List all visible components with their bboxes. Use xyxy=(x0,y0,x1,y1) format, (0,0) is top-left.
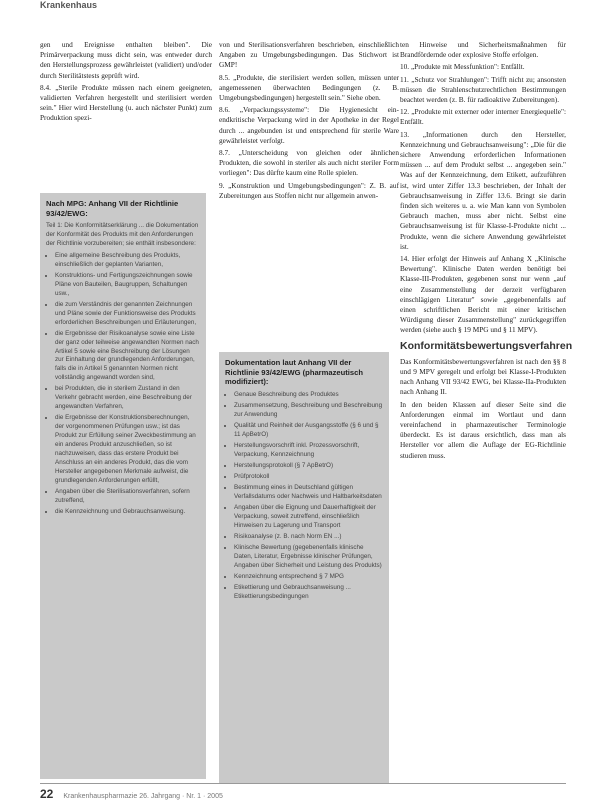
sidebar-box-mpg-anhang-vii xyxy=(40,193,206,779)
list-item: • Kennzeichnung entsprechend § 7 MPG xyxy=(234,573,383,582)
paragraph: 12. „Produkte mit externer oder interner Energiequelle": Entfällt. xyxy=(400,107,566,127)
box-intro: Teil 1: Die Konformitätserklärung ... die Dokumentation der Konformität des Produkts mit den Anforderungen der Richtlinie vorzubereiten; sie enthält insbesondere: xyxy=(46,222,199,247)
list-item: • Angaben über die Eignung und Dauerhaftigkeit der Verpackung, soweit zutreffend, einschließlich Hinweisen zu Lagerung und Transport xyxy=(234,504,383,531)
list-item: • Zusammensetzung, Beschreibung und Beschreibung zur Anwendung xyxy=(234,402,383,420)
running-header: Krankenhaus xyxy=(40,0,98,10)
paragraph: 8.5. „Produkte, die sterilisiert werden sollen, müssen unter angemessenen überwachten Bedingungen (z. B. Umgebungsbedingungen) hergestellt sein." Siehe oben. xyxy=(219,72,399,103)
list-item: • bei Produkten, die in sterilem Zustand in den Verkehr gebracht werden, eine Beschreibung der angewandten Verfahren, xyxy=(55,385,200,412)
list-item: • Genaue Beschreibung des Produktes xyxy=(234,391,383,400)
column-3 xyxy=(400,40,573,463)
paragraph: 11. „Schutz vor Strahlungen": Trifft nicht zu; ansonsten müssen die Strahlenschutzrechtlichen Bestimmungen beachtet werden (z. B. für radioaktive Zubereitungen). xyxy=(400,74,566,105)
paragraph: 8.4. „Sterile Produkte müssen nach einem geeigneten, validierten Verfahren hergestellt und sterilisiert werden sein." Hier wird Herstellung (u. auch nächster Punkt) zum Produktion spezi- xyxy=(40,82,212,123)
page-number: 22 xyxy=(40,787,54,801)
paragraph: 8.6. „Verpackungssysteme": Die Hygienesicht ein-endkritische Verpackung wird in der Apotheke in der Regel durch ... angebunden ist und entsprechend für sterile Ware gewährleistet verfolgt. xyxy=(219,105,399,145)
list-item: • die Kennzeichnung und Gebrauchsanweisung. xyxy=(55,508,200,517)
paragraph: ten Hinweise und Sicherheitsmaßnahmen für Brandfördernde oder explosive Stoffe erfolgen. xyxy=(400,40,566,60)
box-title: Nach MPG: Anhang VII der Richtlinie 93/42/EWG: xyxy=(46,199,179,218)
list-item: • Konstruktions- und Fertigungszeichnungen sowie Pläne von Bauteilen, Baugruppen, Schaltungen usw., xyxy=(55,272,200,299)
list-item: • die Ergebnisse der Konstruktionsberechnungen, der vorgenommenen Prüfungen usw.; ist das Produkt zur Erfüllung seiner Zweckbestimmung an ein anderes Produkt anzuschließen, so ist nachzuweisen, dass das erstere Produkt bei Anschluss an ein anderes Produkt, das die vom Hersteller angegebenen Merkmale aufweist, die grundlegenden Anforderungen erfüllt, xyxy=(55,414,200,485)
list-item: • Prüfprotokoll xyxy=(234,473,383,482)
footer xyxy=(40,787,570,801)
list-item: • die Ergebnisse der Risikoanalyse sowie eine Liste der ganz oder teilweise angewandten Normen nach Artikel 5 sowie eine Beschreibung der Lösungen zur Einhaltung der grundlegenden Anforderungen, falls die in Artikel 5 genannten Normen nicht vollständig angewandt worden sind, xyxy=(55,330,200,383)
paragraph: 10. „Produkte mit Messfunktion": Entfällt. xyxy=(400,62,525,72)
list-item: • Risikoanalyse (z. B. nach Norm EN ...) xyxy=(234,533,383,542)
box-title: Dokumentation laut Anhang VII der Richtlinie 93/42/EWG (pharmazeutisch modifiziert): xyxy=(225,358,363,387)
list-item: • Herstellungsprotokoll (§ 7 ApBetrO) xyxy=(234,462,383,471)
list-item: • Angaben über die Sterilisationsverfahren, sofern zutreffend, xyxy=(55,488,200,506)
box-list xyxy=(225,391,383,602)
paragraph: Das Konformitätsbewertungsverfahren ist nach den §§ 8 und 9 MPV geregelt und erfolgt bei Klasse-I-Produkten nach Anhang VII 93/42 EWG, bei Klasse-IIa-Produkten nach Anhang II. xyxy=(400,356,566,397)
paragraph: 14. Hier erfolgt der Hinweis auf Anhang X „Klinische Bewertung". Klinische Daten werden benötigt bei Klasse-III-Produkten, gegebenen sonst nur wenn „auf eine Zusammenstellung der derzeit verfügbaren einschlägigen Literatur" sowie „gegebenenfalls auf einen schriftlichen Bericht mit einer kritischen Würdigung dieser Zusammenstellung" zurückgegriffen werden (siehe auch § 19 MPG und § 11 MPV). xyxy=(400,254,566,335)
footer-rule xyxy=(40,783,566,784)
footer-text: Krankenhauspharmazie 26. Jahrgang · Nr. 1 · 2005 xyxy=(63,793,223,800)
column-1 xyxy=(40,40,212,126)
list-item: • die zum Verständnis der genannten Zeichnungen und Pläne sowie der Funktionsweise des Produkts erforderlichen Beschreibungen und Erläuterungen, xyxy=(55,301,200,328)
list-item: • Qualität und Reinheit der Ausgangsstoffe (§ 6 und § 11 ApBetrO) xyxy=(234,422,383,440)
paragraph: In den beiden Klassen auf dieser Seite sind die Anforderungen einmal im Wortlaut und dann vereinfachend in pharmazeutischer Terminologie überdeckt. Es ist daraus ersichtlich, dass man als Hersteller vor allem die Auflage der EG-Richtlinie studieren muss. xyxy=(400,399,566,460)
list-item: • Klinische Bewertung (gegebenenfalls klinische Daten, Literatur, Ergebnisse klinischer Prüfungen, Angaben über Sicherheit und Leistung des Produkts) xyxy=(234,544,383,571)
paragraph: gen und Ereignisse enthalten bleiben". Die Primärverpackung muss dicht sein, was entweder durch den Herstellungsprozess gewährleistet (validiert) und/oder durch Sterilitätstests geprüft wird. xyxy=(40,40,212,80)
paragraph: von und Sterilisationsverfahren beschrieben, einschließlich Angaben zu Umgebungsbedingungen. Das Stichwort ist GMP! xyxy=(219,40,399,70)
paragraph: 13. „Informationen durch den Hersteller, Kennzeichnung und Gebrauchsanweisung": „Die für die sichere Anwendung erforderlichen Informationen müssen ... auf dem Produkt selbst ... angegeben sein." Was auf der Kennzeichnung, dem Etikett, aufzuführen ist, wird unter Ziffer 13.3 beschrieben, der Inhalt der Gebrauchsanweisung in Ziffer 13.6. Bringt sie darin finden sich weiteres u. a. wie Man kann von Symbolen Gebrauch machen, muss aber nicht. Selbst eine Gebrauchsanweisung ist für Klasse-I-Produkte nicht ... Produkte, wenn die sichere Anwendung gewährleistet ist. xyxy=(400,129,566,251)
paragraph: 8.7. „Unterscheidung von gleichen oder ähnlichen Produkten, die sowohl in steriler als auch nicht steriler Form vorliegen": Das dürfte kaum eine Rolle spielen. xyxy=(219,148,399,178)
list-item: • Herstellungsvorschrift inkl. Prozessvorschrift, Verpackung, Kennzeichnung xyxy=(234,442,383,460)
list-item: • Eine allgemeine Beschreibung des Produkts, einschließlich der geplanten Varianten, xyxy=(55,252,200,270)
paragraph: 9. „Konstruktion und Umgebungsbedingungen": Z. B. auf Zubereitungen aus Stoffen nicht nur allgemein anwen- xyxy=(219,180,399,200)
box-list xyxy=(46,252,200,517)
column-2 xyxy=(219,40,399,203)
sidebar-box-dokumentation xyxy=(219,352,389,784)
list-item: • Etikettierung und Gebrauchsanweisung ... Etikettierungsbedingungen xyxy=(234,584,383,602)
list-item: • Bestimmung eines in Deutschland gültigen Verfallsdatums oder Nachweis und Haltbarkeitsdaten xyxy=(234,484,383,502)
section-heading: Konformitätsbewertungsverfahren xyxy=(400,339,573,352)
